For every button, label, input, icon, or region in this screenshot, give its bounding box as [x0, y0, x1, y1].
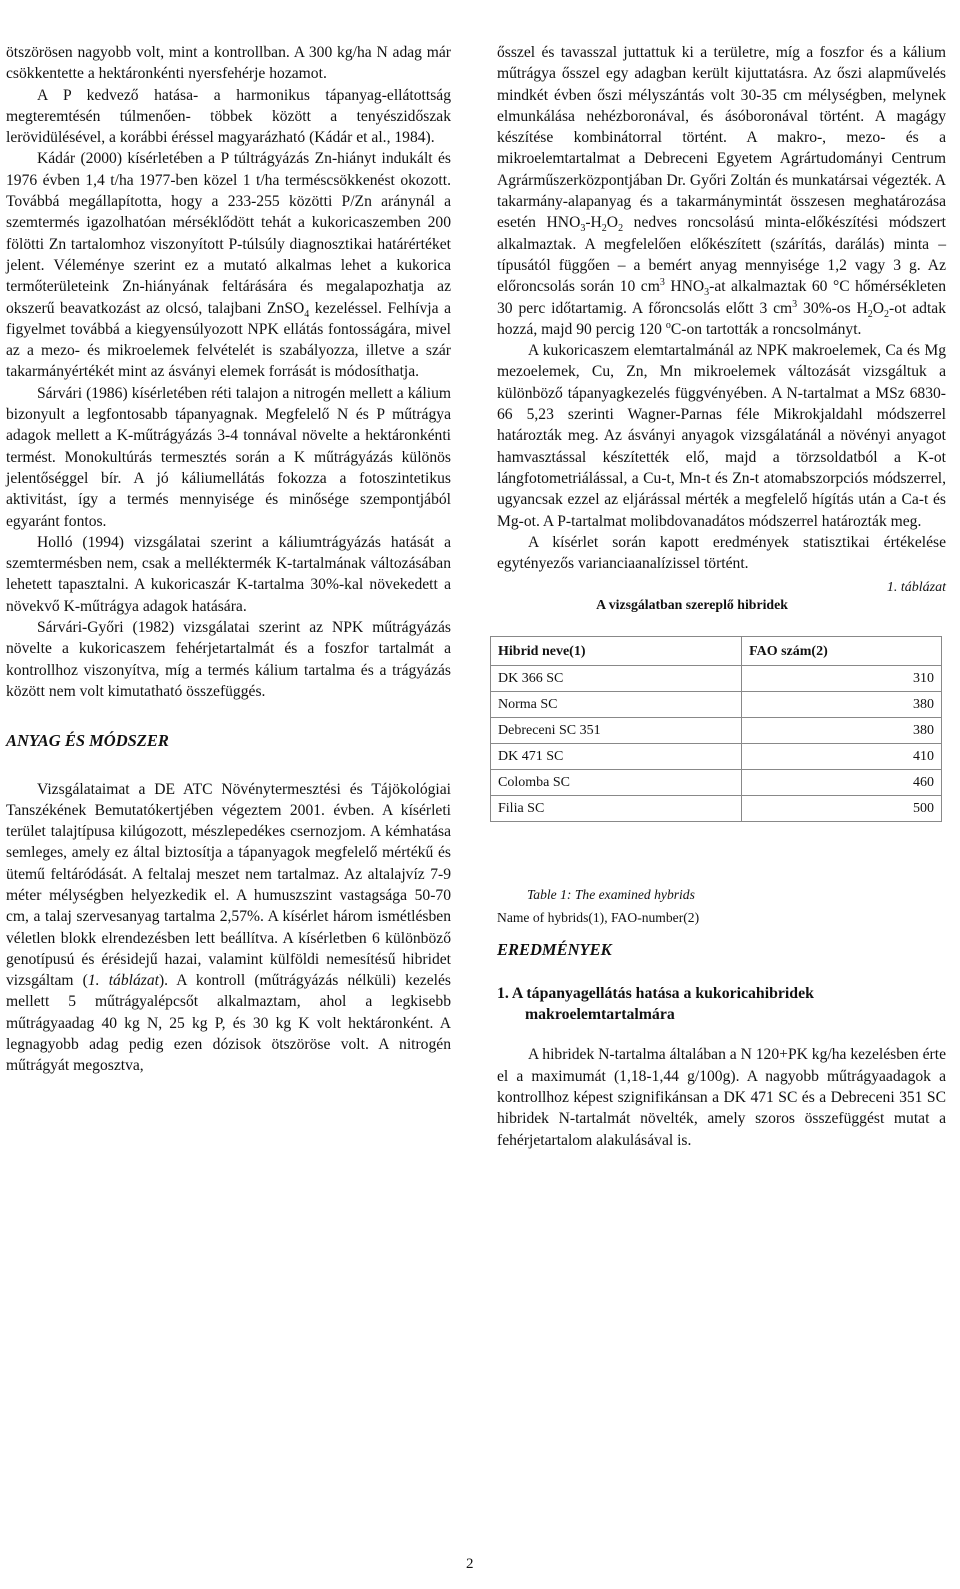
table-header-hybrid: Hibrid neve(1) [491, 637, 742, 666]
table-header-fao: FAO szám(2) [742, 637, 942, 666]
paragraph: Sárvári (1986) kísérletében réti talajon a nitrogén mellett a kálium bizonyult a legfontosabb tápanyagnak. Megfelelő N és P műtrágya adagok mellett a K-műtrágyázás 3-4 tonnával növelte a hektáronkénti termést. Monokultúrás termesztés során a K műtrágyázás különös jelentőséggel bír. A jó káliumellátás fokozza a fotoszintetikus aktivitást, így a termés mennyisége és minősége szempontjából egyaránt fontos. [6, 384, 451, 530]
right-column [497, 42, 946, 1151]
section-heading-methods: ANYAG ÉS MÓDSZER [6, 731, 169, 751]
section-heading-results: EREDMÉNYEK [497, 940, 612, 960]
paragraph: Vizsgálataimat a DE ATC Növénytermesztési és Tájökológiai Tanszékének Bemutatókertjében végeztem 2001. évben. A kísérleti terület talajtípusa kilúgozott, mészlepedékes csernozjom. A kémhatása semleges, amely ez által biztosítja a tápanyagok megfelelő mértékű és ütemű feltáródását. A feltalaj meszet nem tartalmaz. Az altalajvíz 7-9 méter mélységben helyezkedik el. A humuszszint vastagsága 50-70 cm, a talaj szervesanyag tartalma 2,57%. A kísérlet három ismétlésben véletlen blokk elrendezésben lett beállítva. A kísérletben 6 különböző genotípusú és érésidejű hazai, valamint külföldi nemesítésű hibridet vizsgáltam (1. táblázat). A kontroll (műtrágyázás nélküli) kezelés mellett 5 műtrágyalépcsőt alkalmaztam, ahol a legkisebb műtrágyaadag 40 kg N, 25 kg P, és 30 kg K volt hektáronként. A legnagyobb adag pedig ezen dózisok ötszöröse volt. A nitrogén műtrágyát megosztva, [6, 780, 451, 1075]
paragraph: A kísérlet során kapott eredmények statisztikai értékelése egytényezős varianciaanalízissel történt. [497, 533, 946, 573]
table-row: Colomba SC 460 [491, 770, 942, 796]
table-row: Norma SC 380 [491, 692, 942, 718]
table-row: Debreceni SC 351 380 [491, 718, 942, 744]
table-title: A vizsgálatban szereplő hibridek [596, 597, 788, 613]
table-row: DK 471 SC 410 [491, 744, 942, 770]
table-caption-columns: Name of hybrids(1), FAO-number(2) [497, 910, 700, 926]
table-row: DK 366 SC 310 [491, 666, 942, 692]
paragraph: A hibridek N-tartalma általában a N 120+PK kg/ha kezelésben érte el a maximumát (1,18-1,44 g/100g). A nagyobb műtrágyaadagok a kontrollhoz képest szignifikánsan a DK 471 SC és a Debreceni 351 SC hibridek N-tartalmát növelték, amely szoros összefüggést mutat a fehérjetartalom alakulásával is. [497, 1046, 946, 1149]
paragraph: Holló (1994) vizsgálatai szerint a káliumtrágyázás hatását a szemtermésben nem, csak a melléktermék K-tartalmának változásában lehetett tapasztalni. A kukoricaszár K-tartalma 30%-kal növekedett a növekvő K-műtrágya adagok hatására. [6, 533, 451, 615]
paragraph: Kádár (2000) kísérletében a P túltrágyázás Zn-hiányt indukált és 1976 évben 1,4 t/ha 1977-ben közel 1 t/ha terméscsökkenést okozott. Továbbá megállapította, hogy a 233-255 közötti P/Zn aránynál a szemtermés igazolhatóan mérséklődött tehát a kukoricaszemben 200 fölötti Zn tartalomhoz viszonyított P-túlsúly diagnosztikai határértéket jelent. Véleménye szerint ez a mutató alkalmas lehet a kukorica termőterületeink Zn-hiányának feltárására és megalapozhatja az okszerű beavatkozást az olcsó, talajbani ZnSO$_4$ kezeléssel. Felhívja a figyelmet továbbá a kiegyensúlyozott NPK ellátás fontosságára, mivel az a mezo- és mikroelemek felvételét is szabályozza, illetve a szár takarmányértékét mint az ásványi elemek forrását is módosíthatja. [6, 150, 451, 381]
paragraph: ősszel és tavasszal juttattuk ki a területre, míg a foszfor és a kálium műtrágya ősszel egy adagban került kijuttatásra. Az őszi alapművelés mindkét évben őszi mélyszántás volt 30-35 cm mélységben, melynek elmunkálása nehézboronával, és ásóboronával történt. A magágy készítése kombinátorral történt. A makro-, mezo- és a mikroelemtartalmat a Debreceni Egyetem Agrártudományi Centrum Agrárműszerközpontjában Dr. Győri Zoltán és munkatársai végezték. A takarmány-alapanyag és a takarmánymintát összesen meghatározása esetén $HNO_3-H_2O_2$ nedves roncsolású minta-előkészítési módszert alkalmaztak. A megfelelően előkészített (szárítás, darálás) minta – típusától függően – a bemért anyag mennyisége 1,2 vagy 3 g. Az előroncsolás során 10 $cm^3$ $HNO_3-at$ alkalmaztak 60 °C hőmérsékleten 30 perc időtartamig. A főroncsolás előtt 3 $cm^3$ 30%-os $H_2O_2-ot$ adtak hozzá, majd 90 percig 120 $^o$C-on tartották a roncsolmányt. [497, 44, 947, 338]
subsection-heading: 1. A tápanyagellátás hatása a kukoricahibridek makroelemtartalmára [497, 984, 814, 1024]
hybrid-table [490, 636, 942, 822]
paragraph: A kukoricaszem elemtartalmánál az NPK makroelemek, Ca és Mg mezoelemek, Cu, Zn, Mn mikroelemek változását vizsgáltuk a különböző tápanyagkezelés függvényében. A N-tartalmat a MSz 6830-66 5,23 szerinti Wagner-Parnas féle Mikrokjaldahl módszerrel határozták meg. Az ásványi anyagok vizsgálatánál a növényi anyagot hamvasztással készítették elő, majd a törzsoldatból a K-ot lángfotometriálással, a Cu-t, Mn-t és Zn-t atomabszorpciós módszerrel, ugyancsak ezzel az eljárással mérték a megfelelő hígítás után a Ca-t és Mg-ot. A P-tartalmat molibdovanadátos módszerrel határozták meg. [497, 342, 946, 530]
paragraph: Sárvári-Győri (1982) vizsgálatai szerint az NPK műtrágyázás növelte a kukoricaszem fehérjetartalmát és a foszfor tartalmát a kontrollhoz viszonyítva, míg a termés kálium tartalma és a trágyázás között nem volt kimutatható összefüggés. [6, 619, 451, 700]
table-number: 1. táblázat [886, 580, 946, 596]
left-column [6, 42, 451, 1077]
table-caption-english: Table 1: The examined hybrids [527, 887, 695, 903]
hybrid-table-block [497, 574, 946, 939]
paragraph: A P kedvező hatása- a harmonikus tápanyag-ellátottság megteremtésén túlmenően- többek között a tenyészidőszak lerövidülésével, a korábbi éréssel magyarázható (Kádár et al., 1984). [6, 86, 451, 147]
page-number: 2 [466, 1556, 474, 1572]
table-reference: 1. táblázat [87, 972, 159, 990]
table-row: Filia SC 500 [491, 796, 942, 822]
paragraph: ötszörösen nagyobb volt, mint a kontrollban. A 300 kg/ha N adag már csökkentette a hektáronkénti nyersfehérje hozamot. [6, 44, 451, 83]
